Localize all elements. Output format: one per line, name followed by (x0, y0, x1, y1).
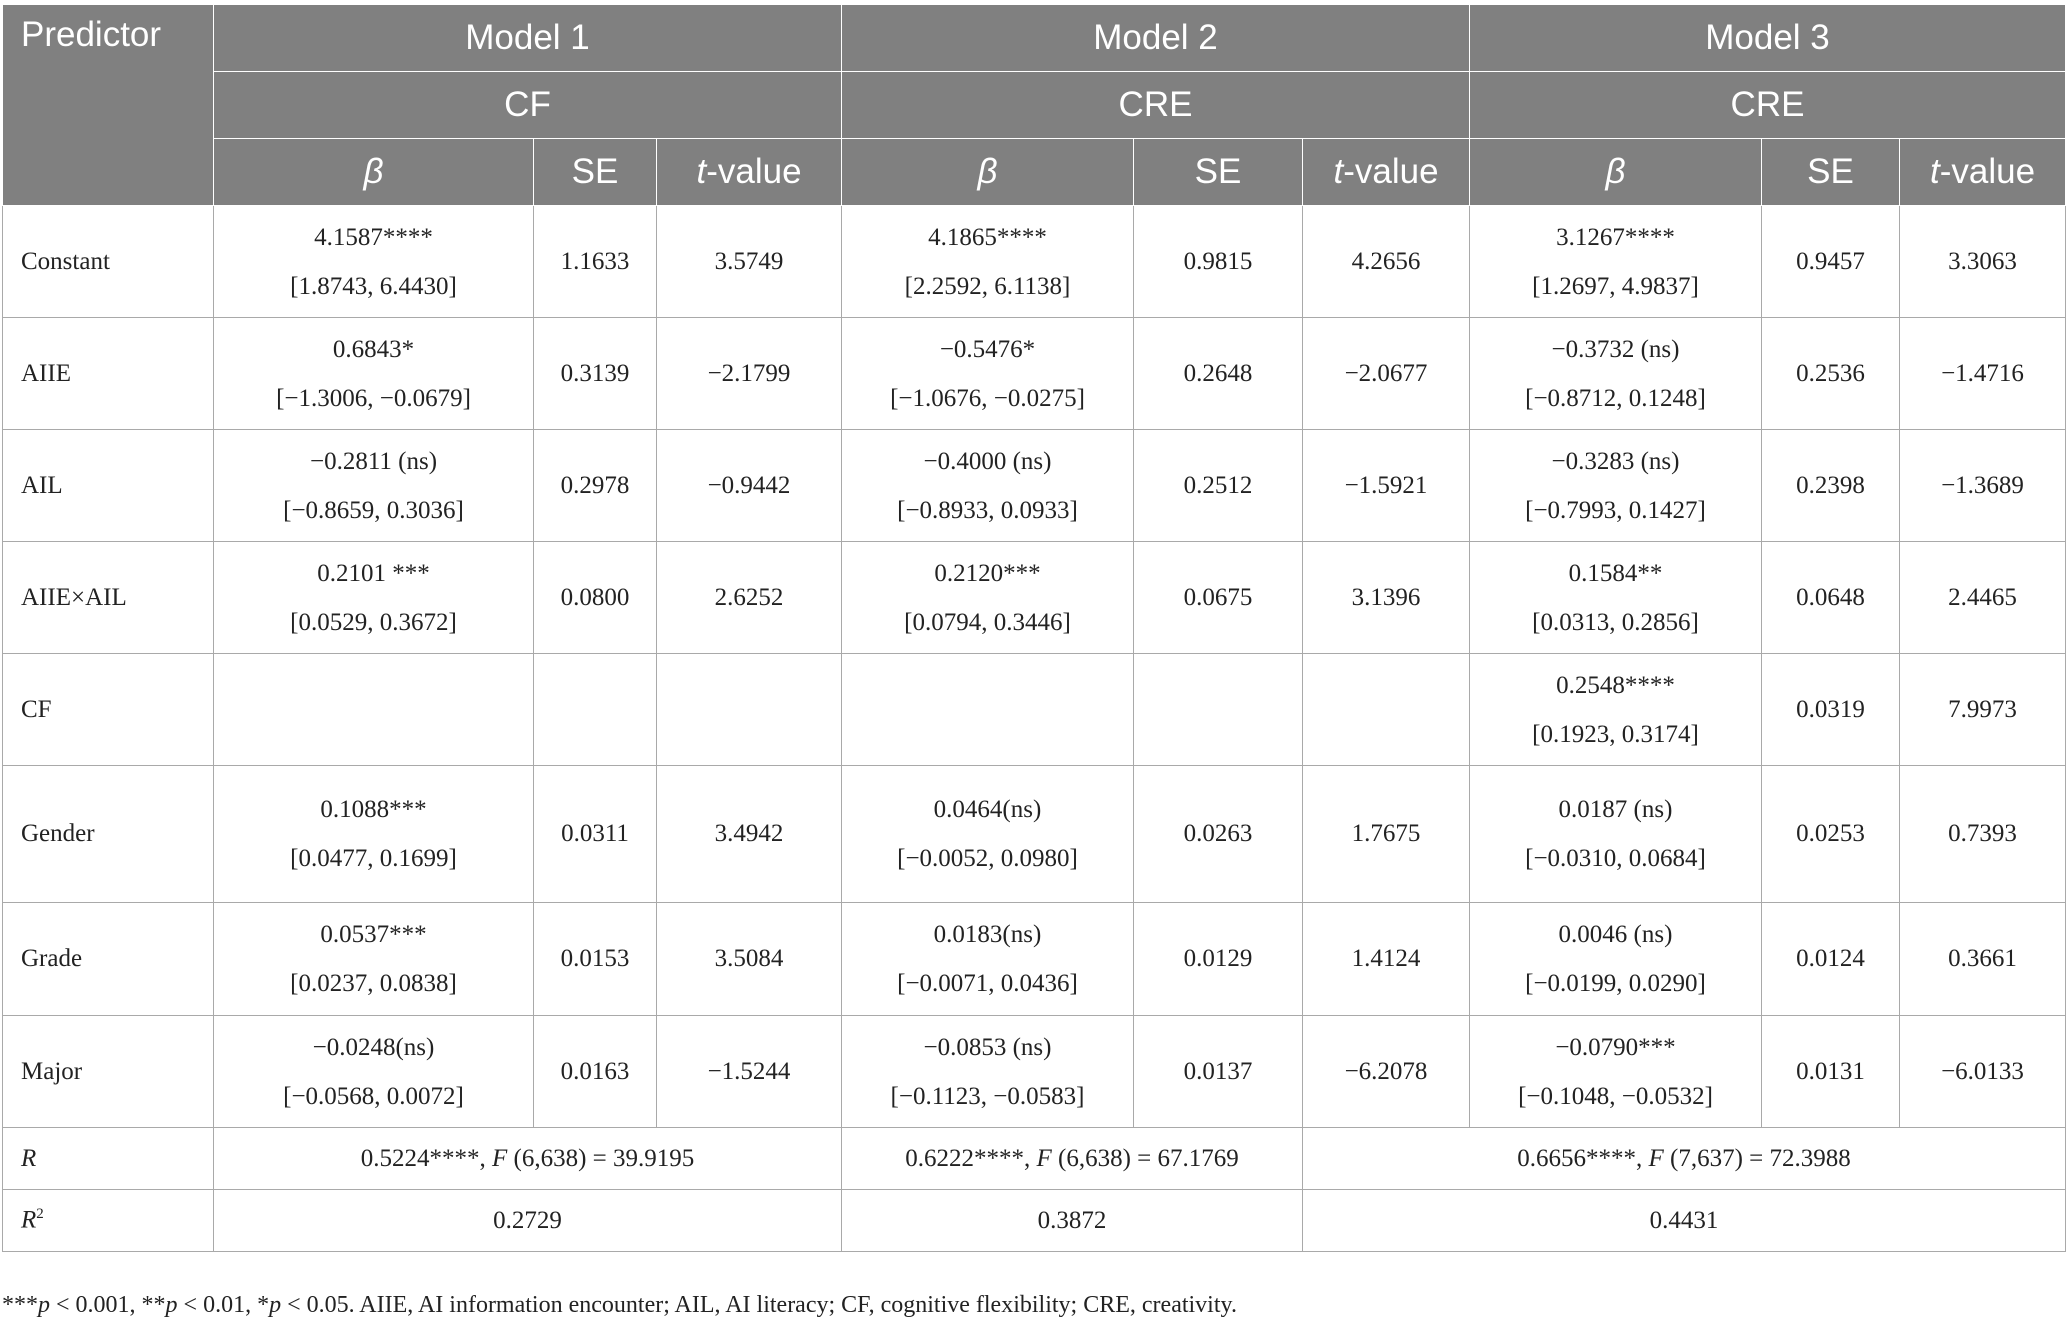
t-value-cell: 0.7393 (1900, 766, 2066, 903)
t-value-cell: 1.4124 (1303, 903, 1470, 1016)
se-cell: 0.0163 (534, 1016, 657, 1128)
se-header: SE (534, 139, 657, 206)
confidence-interval: [0.0237, 0.0838] (290, 970, 457, 997)
beta-value: 0.0187 (ns) (1558, 796, 1673, 823)
confidence-interval: [−0.1123, −0.0583] (890, 1082, 1085, 1110)
table-row (3, 206, 2066, 318)
r-value: 0.6222****, (905, 1144, 1037, 1172)
footnote-p: p (269, 1292, 282, 1318)
model-3-outcome: CRE (1470, 72, 2066, 139)
table-row (3, 542, 2066, 654)
t-value-cell: 2.6252 (657, 542, 842, 654)
se-cell (534, 654, 657, 766)
se-cell: 0.2648 (1134, 318, 1303, 430)
beta-cell (214, 903, 534, 1016)
confidence-interval: [0.1923, 0.3174] (1532, 720, 1699, 748)
beta-value: 4.1587**** (314, 223, 433, 251)
model-1-outcome: CF (214, 72, 842, 139)
row-label: Major (3, 1016, 214, 1128)
footnote-p: p (165, 1292, 178, 1318)
se-cell: 0.2536 (1762, 318, 1900, 430)
confidence-interval: [−0.0310, 0.0684] (1525, 845, 1706, 872)
t-suffix: -value (1939, 152, 2036, 191)
regression-table (2, 4, 2066, 1252)
t-value-header (657, 139, 842, 206)
beta-cell (1470, 903, 1762, 1016)
r-value: 0.6656****, (1517, 1144, 1649, 1172)
table-row (3, 766, 2066, 903)
beta-header: β (1470, 139, 1762, 206)
row-label: AIIE×AIL (3, 542, 214, 654)
table-footnote (2, 1292, 1237, 1319)
t-value-cell: 1.7675 (1303, 766, 1470, 903)
beta-value: 0.0537*** (320, 921, 427, 948)
table-body (3, 206, 2066, 1252)
se-cell: 0.0800 (534, 542, 657, 654)
beta-value: −0.0853 (ns) (923, 1033, 1052, 1061)
r2-model-3: 0.4431 (1303, 1190, 2066, 1252)
beta-cell (214, 654, 534, 766)
regression-table-container (2, 4, 2065, 1252)
t-value-header (1900, 139, 2066, 206)
t-value-cell: 3.5749 (657, 206, 842, 318)
r-model-1 (214, 1128, 842, 1190)
se-cell: 0.2398 (1762, 430, 1900, 542)
beta-cell (1470, 206, 1762, 318)
beta-value: −0.4000 (ns) (923, 447, 1052, 475)
t-value-cell (657, 654, 842, 766)
beta-cell (842, 654, 1134, 766)
predictor-header: Predictor (3, 5, 214, 206)
se-cell: 0.0319 (1762, 654, 1900, 766)
confidence-interval: [−0.8659, 0.3036] (283, 496, 464, 524)
confidence-interval: [0.0477, 0.1699] (290, 845, 457, 872)
se-cell: 0.0675 (1134, 542, 1303, 654)
se-cell (1134, 654, 1303, 766)
footnote-p: p (38, 1292, 50, 1318)
table-row (3, 903, 2066, 1016)
footnote-stars: *** (2, 1292, 38, 1318)
beta-value: 0.0046 (ns) (1558, 921, 1673, 948)
row-label: Constant (3, 206, 214, 318)
footnote-stars: ** (141, 1292, 166, 1318)
confidence-interval: [−1.0676, −0.0275] (890, 384, 1085, 412)
beta-cell (214, 318, 534, 430)
t-value-cell: 3.5084 (657, 903, 842, 1016)
confidence-interval: [−0.8712, 0.1248] (1525, 384, 1706, 412)
footnote-text: < 0.05. AIIE, AI information encounter; AIL, AI literacy; CF, cognitive flexibility; CRE, creativity. (281, 1292, 1237, 1318)
r-letter: R (21, 1144, 37, 1172)
f-stat: (6,638) = 39.9195 (507, 1144, 695, 1172)
se-cell: 0.9815 (1134, 206, 1303, 318)
beta-header: β (842, 139, 1134, 206)
beta-cell (214, 206, 534, 318)
footnote-stars: * (257, 1292, 270, 1318)
se-cell: 0.0131 (1762, 1016, 1900, 1128)
model-2-outcome: CRE (842, 72, 1470, 139)
t-value-cell: −1.3689 (1900, 430, 2066, 542)
table-row (3, 430, 2066, 542)
beta-cell (214, 542, 534, 654)
beta-value: 0.1088*** (320, 796, 427, 823)
confidence-interval: [−0.7993, 0.1427] (1525, 496, 1706, 524)
t-value-cell: −1.5244 (657, 1016, 842, 1128)
beta-cell (1470, 542, 1762, 654)
f-letter: F (1036, 1144, 1052, 1172)
beta-cell (842, 430, 1134, 542)
table-header (3, 5, 2066, 206)
beta-value: −0.3732 (ns) (1551, 335, 1680, 363)
beta-cell (842, 206, 1134, 318)
t-value-cell: 7.9973 (1900, 654, 2066, 766)
t-suffix: -value (706, 152, 802, 191)
t-letter: t (696, 152, 707, 191)
r2-model-1: 0.2729 (214, 1190, 842, 1252)
t-value-cell: 2.4465 (1900, 542, 2066, 654)
beta-value: 4.1865**** (928, 223, 1047, 251)
confidence-interval: [−0.1048, −0.0532] (1518, 1082, 1713, 1110)
t-letter: t (1929, 152, 1940, 191)
se-cell: 0.2978 (534, 430, 657, 542)
beta-value: 0.1584** (1568, 559, 1663, 587)
model-3-header: Model 3 (1470, 5, 2066, 72)
confidence-interval: [1.2697, 4.9837] (1532, 272, 1699, 300)
beta-value: −0.0248(ns) (312, 1033, 435, 1061)
beta-cell (214, 1016, 534, 1128)
t-value-cell: −2.0677 (1303, 318, 1470, 430)
row-label: AIL (3, 430, 214, 542)
fit-r2-row (3, 1190, 2066, 1252)
row-label: AIIE (3, 318, 214, 430)
se-cell: 0.0648 (1762, 542, 1900, 654)
row-label: Grade (3, 903, 214, 1016)
beta-value: 0.2548**** (1556, 671, 1675, 699)
beta-cell (842, 766, 1134, 903)
beta-cell (842, 542, 1134, 654)
beta-value: −0.5476* (939, 335, 1036, 363)
model-2-header: Model 2 (842, 5, 1470, 72)
model-1-header: Model 1 (214, 5, 842, 72)
beta-header: β (214, 139, 534, 206)
t-value-cell: 3.1396 (1303, 542, 1470, 654)
se-cell: 0.0124 (1762, 903, 1900, 1016)
r-value: 0.5224****, (360, 1144, 492, 1172)
beta-cell (214, 766, 534, 903)
r-model-2 (842, 1128, 1303, 1190)
se-cell: 0.0137 (1134, 1016, 1303, 1128)
se-cell: 0.9457 (1762, 206, 1900, 318)
beta-cell (1470, 430, 1762, 542)
t-value-cell: 0.3661 (1900, 903, 2066, 1016)
t-value-cell: −1.5921 (1303, 430, 1470, 542)
se-cell: 0.2512 (1134, 430, 1303, 542)
beta-value: −0.3283 (ns) (1551, 447, 1680, 475)
f-stat: (7,637) = 72.3988 (1663, 1144, 1851, 1172)
beta-value: 0.2120*** (934, 559, 1041, 587)
confidence-interval: [−0.0071, 0.0436] (897, 970, 1078, 997)
se-cell: 0.3139 (534, 318, 657, 430)
t-value-cell: −6.0133 (1900, 1016, 2066, 1128)
table-row (3, 1016, 2066, 1128)
beta-cell (1470, 766, 1762, 903)
beta-value: 0.0464(ns) (933, 796, 1042, 823)
se-header: SE (1762, 139, 1900, 206)
confidence-interval: [0.0313, 0.2856] (1532, 608, 1699, 636)
t-value-cell: −6.2078 (1303, 1016, 1470, 1128)
se-cell: 0.0153 (534, 903, 657, 1016)
confidence-interval: [−0.0568, 0.0072] (283, 1082, 464, 1110)
confidence-interval: [1.8743, 6.4430] (290, 272, 457, 300)
beta-cell (842, 318, 1134, 430)
r-model-3 (1303, 1128, 2066, 1190)
t-value-cell: −1.4716 (1900, 318, 2066, 430)
beta-cell (1470, 1016, 1762, 1128)
f-stat: (6,638) = 67.1769 (1051, 1144, 1239, 1172)
beta-value: 0.6843* (332, 335, 415, 363)
t-value-cell: −2.1799 (657, 318, 842, 430)
se-cell: 0.0253 (1762, 766, 1900, 903)
fit-r-row (3, 1128, 2066, 1190)
beta-cell (214, 430, 534, 542)
confidence-interval: [0.0794, 0.3446] (904, 608, 1071, 636)
confidence-interval: [−0.8933, 0.0933] (897, 496, 1078, 524)
beta-value: 3.1267**** (1556, 223, 1675, 251)
confidence-interval: [2.2592, 6.1138] (904, 272, 1071, 300)
se-header: SE (1134, 139, 1303, 206)
beta-value: 0.0183(ns) (933, 921, 1042, 948)
beta-value: 0.2101 *** (317, 559, 430, 587)
table-row (3, 318, 2066, 430)
r-letter: R (21, 1206, 37, 1234)
t-value-header (1303, 139, 1470, 206)
se-cell: 1.1633 (534, 206, 657, 318)
table-row (3, 654, 2066, 766)
beta-value: −0.2811 (ns) (309, 447, 438, 475)
se-cell: 0.0129 (1134, 903, 1303, 1016)
t-value-cell: 4.2656 (1303, 206, 1470, 318)
row-label: CF (3, 654, 214, 766)
se-cell: 0.0311 (534, 766, 657, 903)
f-letter: F (1648, 1144, 1664, 1172)
beta-cell (1470, 318, 1762, 430)
t-suffix: -value (1343, 152, 1439, 191)
beta-cell (1470, 654, 1762, 766)
t-value-cell: 3.4942 (657, 766, 842, 903)
footnote-text: < 0.01, (177, 1292, 258, 1318)
row-label: Gender (3, 766, 214, 903)
beta-cell (842, 1016, 1134, 1128)
beta-value: −0.0790*** (1555, 1033, 1676, 1061)
r2-label (3, 1190, 214, 1252)
confidence-interval: [−0.0052, 0.0980] (897, 845, 1078, 872)
t-value-cell (1303, 654, 1470, 766)
f-letter: F (491, 1144, 508, 1172)
r-label (3, 1128, 214, 1190)
confidence-interval: [−1.3006, −0.0679] (276, 384, 471, 412)
beta-cell (842, 903, 1134, 1016)
footnote-text: < 0.001, (50, 1292, 142, 1318)
confidence-interval: [0.0529, 0.3672] (290, 608, 457, 636)
t-letter: t (1333, 152, 1344, 191)
t-value-cell: −0.9442 (657, 430, 842, 542)
se-cell: 0.0263 (1134, 766, 1303, 903)
t-value-cell: 3.3063 (1900, 206, 2066, 318)
r2-superscript: 2 (36, 1206, 44, 1223)
r2-model-2: 0.3872 (842, 1190, 1303, 1252)
confidence-interval: [−0.0199, 0.0290] (1525, 970, 1706, 997)
